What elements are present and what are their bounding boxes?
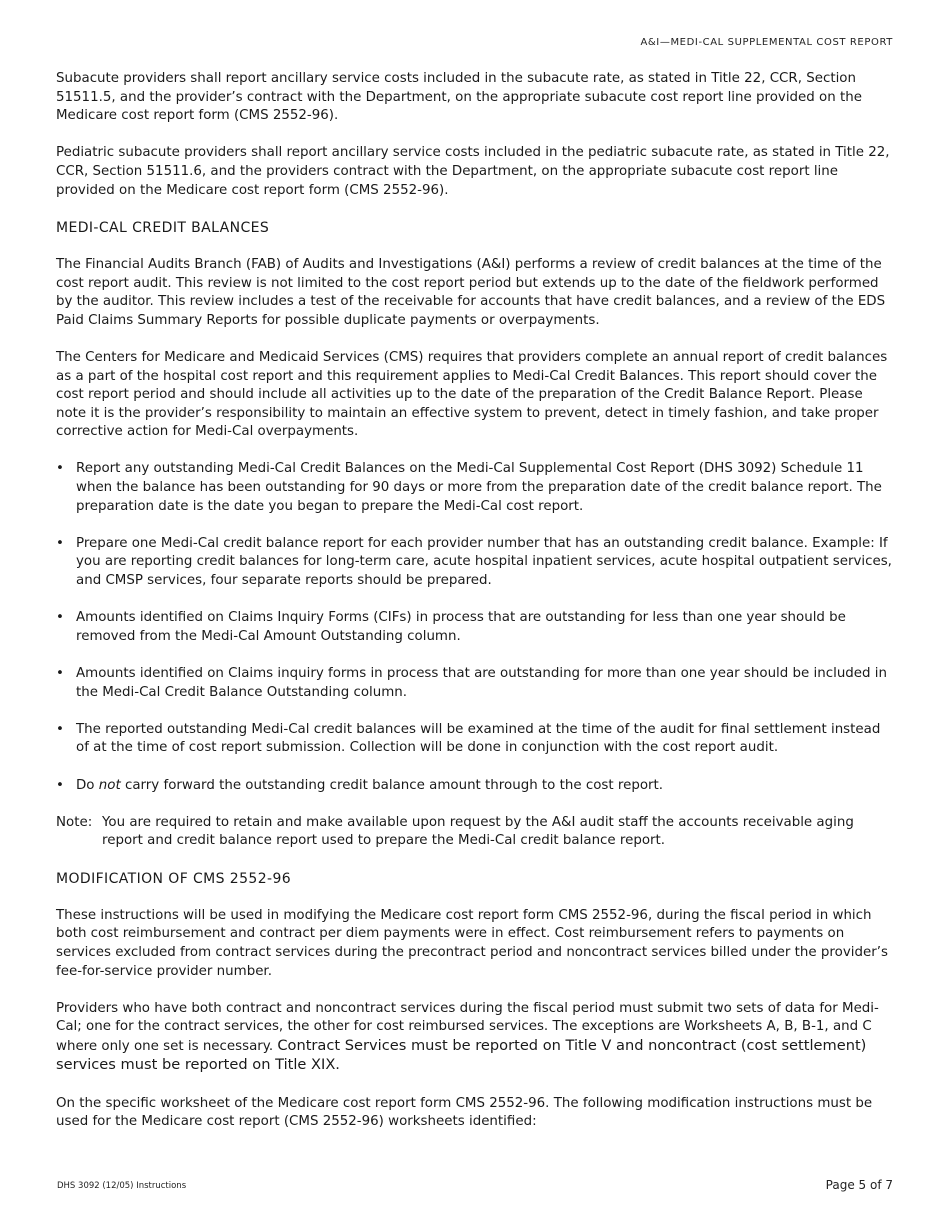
bullet-text-emphasis: not: [98, 777, 121, 793]
footer-page-number: Page 5 of 7: [825, 1178, 893, 1192]
modification-paragraph-2-main: Providers who have both contract and noncontract services during the fiscal period must submit two sets of data for Medi-Cal; one for the contract services, the other for cost reimbursed services. The exceptions are Worksheets A, B, B-1, and C where only one set is necessary.: [56, 1000, 879, 1054]
bullet-text: The reported outstanding Medi-Cal credit balances will be examined at the time of the audit for final settlement instead of at the time of cost report submission. Collection will be done in conjunction with the cost report audit.: [76, 721, 881, 756]
bullet-text: Amounts identified on Claims Inquiry Forms (CIFs) in process that are outstanding for less than one year should be removed from the Medi-Cal Amount Outstanding column.: [76, 610, 846, 644]
modification-paragraph-3: On the specific worksheet of the Medicare cost report form CMS 2552-96. The following modification instructions must be used for the Medicare cost report (CMS 2552-96) worksheets identified:: [56, 1095, 873, 1130]
modification-paragraph-2: [56, 1000, 896, 1076]
bullet-item: [56, 609, 896, 646]
bullet-text: Prepare one Medi-Cal credit balance report for each provider number that has an outstanding credit balance. Example: If you are reporting credit balances for long-term care, acute hospital inpatient services, acute hospital outpatient services, and CMSP services, four separate reports should be prepared.: [76, 535, 892, 589]
bullet-icon: •: [56, 610, 64, 626]
bullet-text-before: Do: [76, 777, 99, 793]
document-body: [56, 70, 896, 1150]
bullet-item: [56, 460, 896, 516]
bullet-item: [56, 535, 896, 591]
intro-paragraph-pediatric-subacute: Pediatric subacute providers shall report ancillary service costs included in the pediatric subacute rate, as stated in Title 22, CCR, Section 51511.6, and the providers contract with the Department, on the appropriate subacute cost report line provided on the Medicare cost report form (CMS 2552-96).: [56, 145, 890, 198]
note-label: Note:: [56, 814, 93, 830]
credit-balances-paragraph-2: The Centers for Medicare and Medicaid Services (CMS) requires that providers complete an annual report of credit balances as a part of the hospital cost report and this requirement applies to Medi-Cal Credit Balances. This report should cover the cost report period and should include all activities up to the date of the preparation of the Credit Balance Report. Please note it is the provider’s responsibility to maintain an effective system to prevent, detect in timely fashion, and take proper corrective action for Medi-Cal overpayments.: [56, 349, 888, 440]
modification-paragraph-2-title-note: Contract Services must be reported on Title V and noncontract (cost settlement) services must be reported on Title XIX.: [56, 1036, 867, 1074]
intro-paragraph-subacute: Subacute providers shall report ancillary service costs included in the subacute rate, as stated in Title 22, CCR, Section 51511.5, and the provider’s contract with the Department, on the appropriate subacute cost report line provided on the Medicare cost report form (CMS 2552-96).: [56, 71, 862, 124]
section-heading-credit-balances: MEDI-CAL CREDIT BALANCES: [56, 219, 270, 236]
bullet-item: [56, 665, 896, 702]
note-text: You are required to retain and make available upon request by the A&I audit staff the accounts receivable aging report and credit balance report used to prepare the Medi-Cal credit balance report.: [102, 814, 854, 849]
footer-form-id: DHS 3092 (12/05) Instructions: [57, 1181, 187, 1191]
bullet-item: [56, 721, 896, 758]
section-heading-modification: MODIFICATION OF CMS 2552-96: [56, 870, 292, 887]
page-header-title: A&I—MEDI-CAL SUPPLEMENTAL COST REPORT: [640, 37, 893, 48]
bullet-text-after: carry forward the outstanding credit balance amount through to the cost report.: [120, 777, 664, 793]
note-block: [56, 814, 896, 851]
bullet-item: [56, 777, 896, 796]
bullet-icon: •: [56, 777, 64, 793]
modification-paragraph-1: These instructions will be used in modifying the Medicare cost report form CMS 2552-96, during the fiscal period in which both cost reimbursement and contract per diem payments were in effect. Cost reimbursement refers to payments on services excluded from contract services during the precontract period and noncontract services billed under the provider’s fee-for-service provider number.: [56, 907, 888, 979]
credit-balances-paragraph-1: The Financial Audits Branch (FAB) of Audits and Investigations (A&I) performs a review of credit balances at the time of the cost report audit. This review is not limited to the cost report period but extends up to the date of the fieldwork performed by the auditor. This review includes a test of the receivable for accounts that have credit balances, and a review of the EDS Paid Claims Summary Reports for possible duplicate payments or overpayments.: [56, 256, 886, 328]
bullet-icon: •: [56, 666, 64, 681]
bullet-icon: •: [56, 461, 64, 477]
bullet-text: Report any outstanding Medi-Cal Credit Balances on the Medi-Cal Supplemental Cost Report (DHS 3092) Schedule 11 when the balance has been outstanding for 90 days or more from the preparation date of the credit balance report. The preparation date is the date you began to prepare the Medi-Cal cost report.: [76, 461, 882, 514]
bullet-icon: •: [56, 535, 64, 551]
bullet-text: Amounts identified on Claims inquiry forms in process that are outstanding for more than one year should be included in the Medi-Cal Credit Balance Outstanding column.: [76, 666, 888, 700]
bullet-icon: •: [56, 721, 64, 737]
credit-balances-bullet-list: [56, 460, 896, 795]
